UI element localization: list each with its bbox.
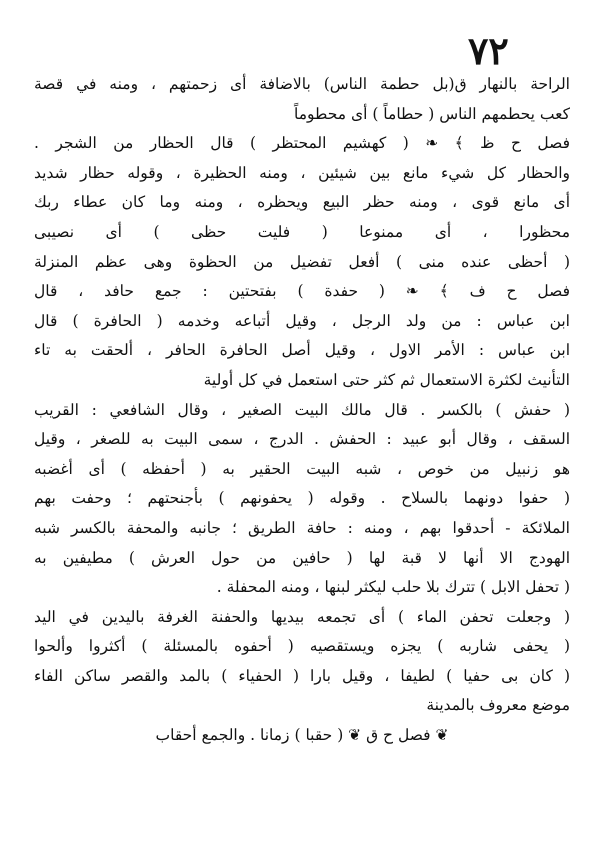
text-line: ( حفش ) بالكسر . قال مالك البيت الصغير ، وقال الشافعي : القريب <box>34 400 570 419</box>
text-line: التأنيث لكثرة الاستعمال ثم كثر حتى استعمل في كل أولية <box>203 370 570 389</box>
text-line: ( تحفل الابل ) تترك بلا حلب ليكثر لبنها ، ومنه المحفلة . <box>216 578 570 597</box>
text-line: ❦ فصل ح ق ❦ ( حقبا ) زمانا . والجمع أحقاب <box>155 726 449 745</box>
text-line: أى مانع قوى ، ومنه حظر البيع ويحظره ، ومنه وما كان عطاء ربك <box>34 193 570 212</box>
text-line: الهودج الا أنها لا قبة لها ( حافين من حول العرش ) مطيفين به <box>34 548 570 567</box>
text-body <box>34 70 570 751</box>
text-line: والحظار كل شيء مانع بين شيئين ، ومنه الحظيرة ، وقوله حظار شديد <box>34 163 570 182</box>
text-line: هو زنبيل من خوص ، شبه البيت الحقير به ( أحفظه ) أى أغضبه <box>34 459 570 478</box>
text-line: ( حفوا دونهما بالسلاح . وقوله ( يحفونهم ) بأجنحتهم ؛ وحفت بهم <box>34 489 570 508</box>
text-line: ( كان بى حفيا ) لطيفا ، وقيل بارا ( الحفياء ) بالمد والقصر ساكن الفاء <box>34 666 570 685</box>
page-number: ٧٢ <box>468 28 509 73</box>
text-line: فصل ح ف ﴾ ❧ ( حفدة ) بفتحتين : جمع حافد ، قال <box>34 282 570 301</box>
text-line: ( يحفى شاربه ) يجزه ويستقصيه ( أحفوه بالمسئلة ) أكثروا وألحوا <box>34 637 570 656</box>
text-line: الملائكة - أحدقوا بهم ، ومنه : حافة الطريق ؛ جانبه والمحفة بالكسر شبه <box>34 518 570 537</box>
text-line: ( أحظى عنده منى ) أفعل تفضيل من الحظوة وهى عظم المنزلة <box>34 252 570 271</box>
text-line: السقف ، وقال أبو عبيد : الحفش . الدرج ، سمى البيت به للصغر ، وقيل <box>34 430 570 449</box>
text-line: فصل ح ظ ﴾ ❧ ( كهشيم المحتظر ) قال الحظار من الشجر . <box>34 134 570 153</box>
text-line: محظورا ، أى ممنوعا ( فليت حظى ) أى نصيبى <box>34 222 570 241</box>
text-line: الراحة بالنهار ق(بل حطمة الناس) بالاضافة أى زحمتهم ، ومنه في قصة <box>34 75 570 93</box>
text-line: ابن عباس : الأمر الاول ، وقيل أصل الحافرة الحافر ، ألحقت به تاء <box>34 341 570 360</box>
text-line: ( وجعلت تحفن الماء ) أى تجمعه بيديها والحفنة الغرفة باليدين في اليد <box>34 607 570 626</box>
text-line: كعب يحطمهم الناس ( حطاماً ) أى محطوماً <box>293 104 570 123</box>
text-line: موضع معروف بالمدينة <box>426 696 570 715</box>
text-line: ابن عباس : من ولد الرجل ، وقيل أتباعه وخدمه ( الحافرة ) قال <box>34 311 570 330</box>
